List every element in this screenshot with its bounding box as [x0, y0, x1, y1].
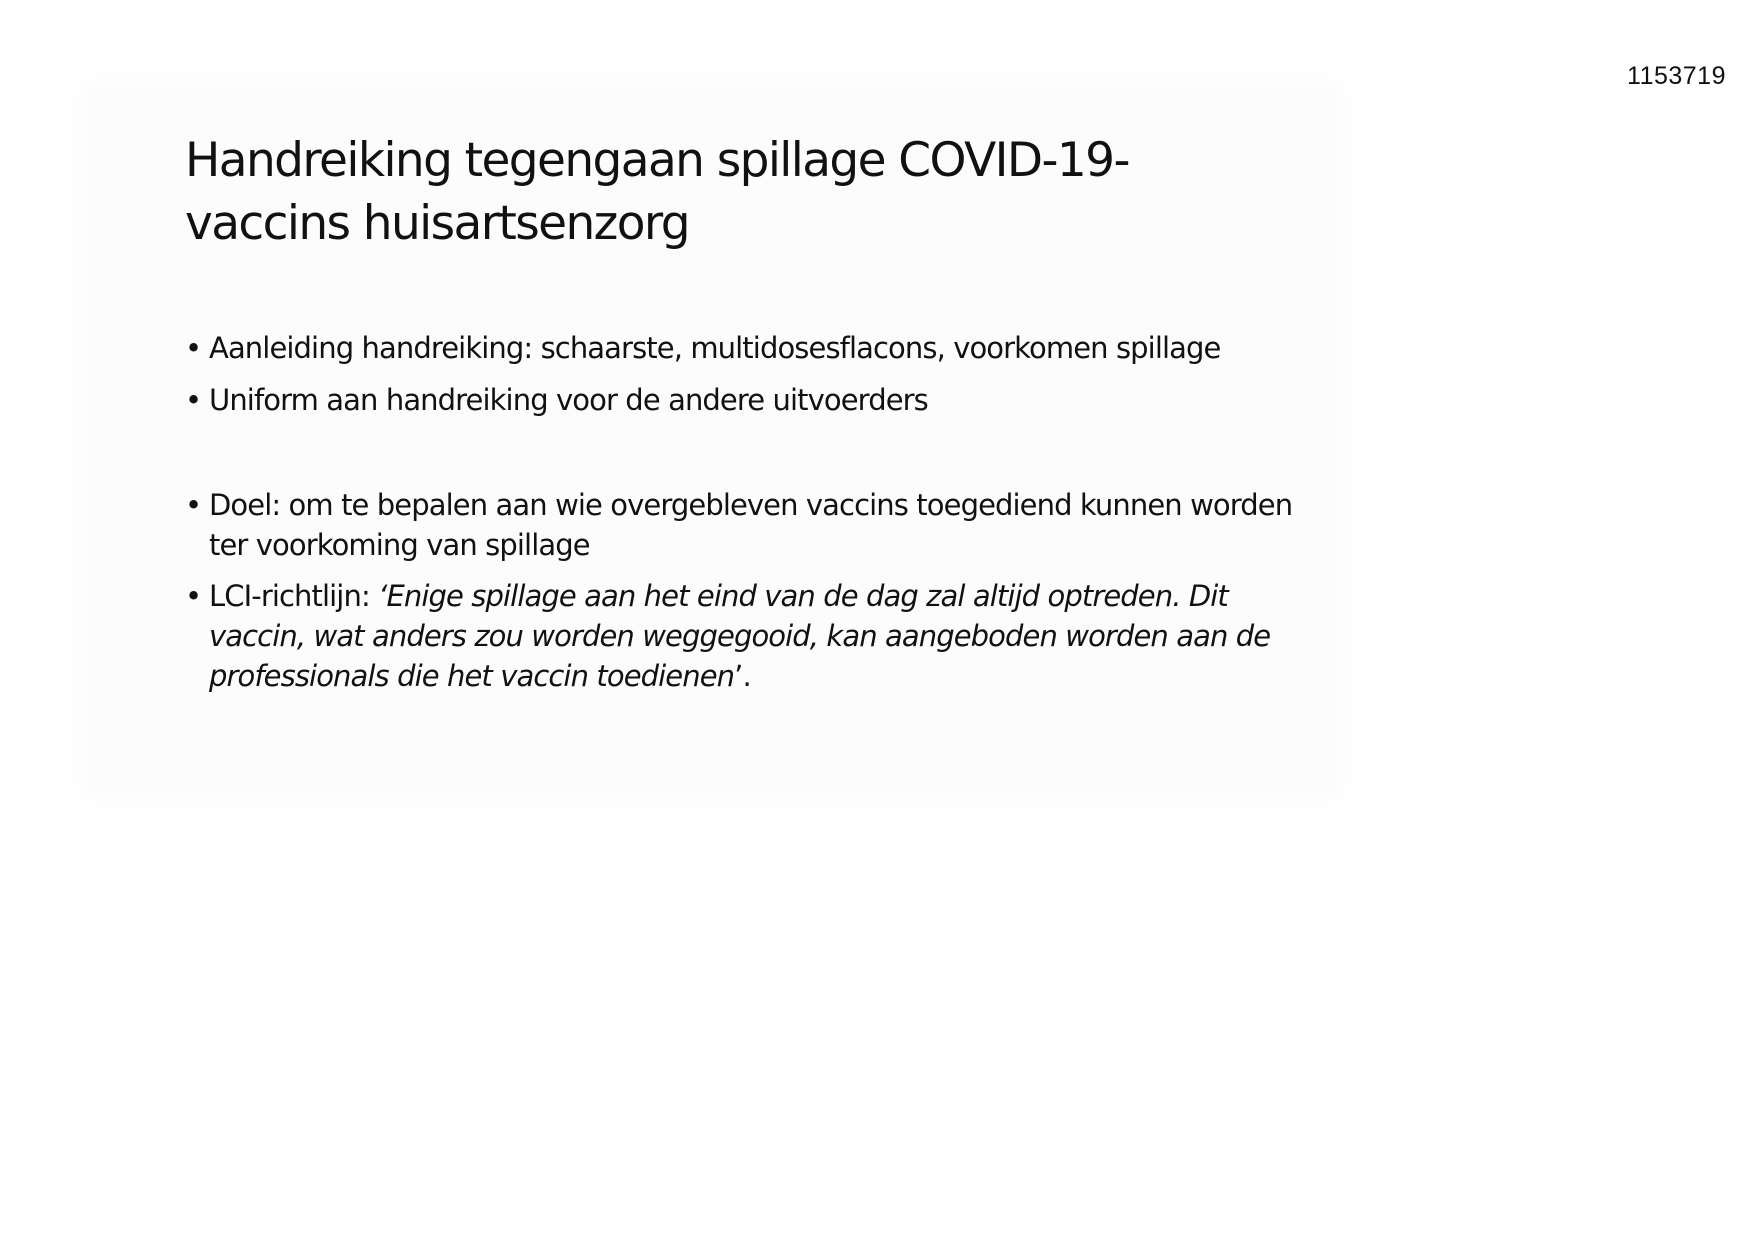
slide-title-line-1: Handreiking tegengaan spillage COVID-19- [185, 133, 1129, 188]
lci-quote-close: ’ [734, 659, 743, 693]
slide-title [185, 129, 1285, 255]
slide-title-line-2: vaccins huisartsenzorg [185, 196, 689, 251]
slide [92, 92, 1332, 788]
bullet-list-goal [185, 485, 1315, 708]
lci-quote-open: ‘ [378, 579, 387, 613]
bullet-aanleiding: • Aanleiding handreiking: schaarste, multidosesflacons, voorkomen spillage [185, 328, 1315, 368]
bullet-uniform: • Uniform aan handreiking voor de andere uitvoerders [185, 380, 1315, 420]
bullet-list-intro [185, 328, 1315, 432]
lci-quote-text: Enige spillage aan het eind van de dag zal altijd optreden. Dit vaccin, wat anders zou worden weggegooid, kan aangeboden worden aan de professionals die het vaccin toedienen [209, 579, 1271, 693]
lci-end: . [742, 659, 751, 693]
document-id: 1153719 [1627, 62, 1726, 90]
bullet-lci-richtlijn [185, 576, 1315, 696]
bullet-doel: • Doel: om te bepalen aan wie overgebleven vaccins toegediend kunnen worden ter voorkoming van spillage [185, 485, 1315, 565]
lci-label: LCI-richtlijn: [209, 579, 379, 613]
